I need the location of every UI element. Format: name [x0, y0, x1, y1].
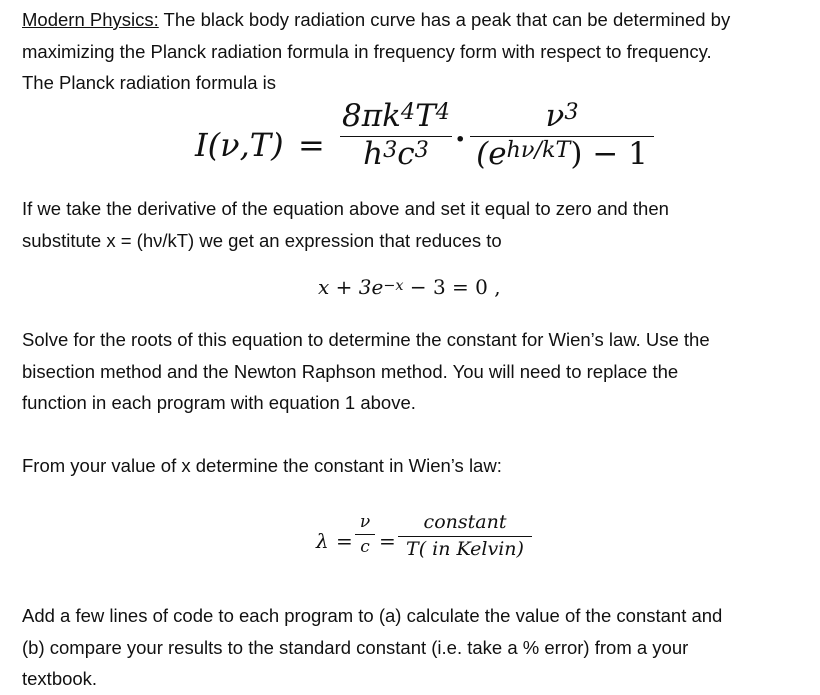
wien-intro-text: From your value of x determine the constant in Wien’s law:: [22, 455, 502, 476]
solve-line1: Solve for the roots of this equation to determine the constant for Wien’s law. Use the: [22, 329, 710, 350]
solve-paragraph: [22, 324, 812, 419]
wien-intro: [22, 450, 812, 482]
solve-line3: function in each program with equation 1 above.: [22, 392, 416, 413]
equation-1-lhs: x + 3e: [318, 275, 384, 299]
planck-fraction-2: [470, 98, 654, 172]
fraction-1-denominator: $h^3c^3$: [363, 136, 429, 172]
intro-text-line3: The Planck radiation formula is: [22, 72, 276, 93]
multiplication-dot: ·: [455, 122, 466, 157]
derivation-line1: If we take the derivative of the equation above and set it equal to zero and then: [22, 198, 669, 219]
wien-fraction-constant: [398, 511, 532, 560]
wien-c: c: [360, 537, 370, 557]
fraction-2-numerator: $\nu^3$: [545, 98, 579, 134]
intro-paragraph: [22, 4, 812, 99]
section-label: Modern Physics:: [22, 9, 159, 30]
wien-constant: constant: [423, 511, 507, 533]
wien-equals-2: =: [379, 529, 396, 553]
derivation-line2: substitute x = (hν/kT) we get an expression that reduces to: [22, 229, 502, 251]
equation-1: [318, 275, 501, 299]
planck-lhs: I(ν,T): [195, 126, 284, 164]
wien-nu: ν: [359, 512, 371, 532]
intro-text-line2: maximizing the Planck radiation formula in frequency form with respect to frequency.: [22, 40, 712, 62]
fraction-1-numerator: $8\pi k^4T^4$: [342, 98, 450, 134]
derivation-paragraph: [22, 193, 812, 256]
intro-text-line1: The black body radiation curve has a peak that can be determined by: [158, 9, 731, 30]
fraction-2-denominator: $(e^{h\nu/kT}) - 1$: [476, 136, 648, 172]
tasks-paragraph: [22, 600, 812, 695]
equation-1-rhs: − 3 = 0 ,: [403, 275, 501, 299]
equation-1-exponent: −x: [383, 277, 404, 294]
tasks-line1: Add a few lines of code to each program to (a) calculate the value of the constant and: [22, 605, 723, 626]
wien-temperature: T( in Kelvin): [406, 538, 524, 560]
tasks-line3: textbook.: [22, 668, 98, 689]
wien-lambda: λ: [316, 529, 329, 553]
planck-fraction-1: [340, 98, 452, 172]
tasks-line2: (b) compare your results to the standard constant (i.e. take a % error) from a your: [22, 636, 689, 658]
wien-equals-1: =: [336, 529, 353, 553]
wien-fraction-nu-c: [355, 512, 375, 557]
planck-equals: =: [298, 126, 325, 164]
solve-line2: bisection method and the Newton Raphson method. You will need to replace the: [22, 360, 679, 382]
